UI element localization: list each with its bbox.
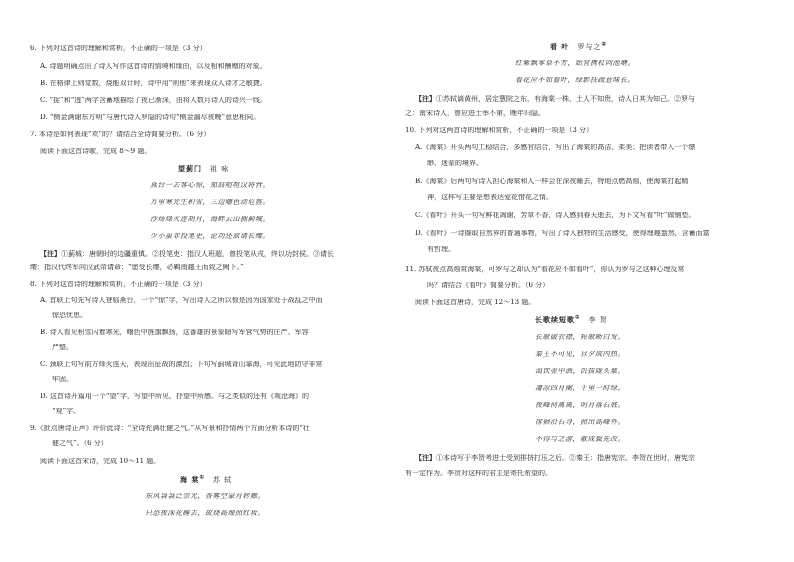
q6-option-a: A. 诗题明确点出了诗人写作这首诗的情境和缘由，以及相和酬赠的对象。 xyxy=(40,63,267,70)
reading-instruction-3: 阅读下面这首唐诗，完成 12～13 题。 xyxy=(415,299,536,306)
poem-4-line: 长歌破衣襟，短歌断白发。 xyxy=(535,334,625,341)
q10-option-b: B.《海棠》后两句写诗人担心海棠和人一样会在深夜睡去，特地点燃高烛，使海棠打起精 xyxy=(415,178,689,185)
poem-4-author: 李 贺 xyxy=(588,316,608,324)
poem-4-line: 渴饮壶中酒，饥拔陇头粟。 xyxy=(535,368,625,375)
q8-option-b: B. 诗人看见积雪闪着寒光，曙色中旌旗飘扬，这番雄的景象暗写军营气势的庄严、军容 xyxy=(40,329,309,336)
poem-4-line: 不得与之游，歌成鬓先改。 xyxy=(535,436,625,443)
q8-option-d-cont: “观”字。 xyxy=(52,408,81,415)
poem-3-title: 看 叶 罗与之② xyxy=(550,41,607,51)
poem-2-author: 苏 轼 xyxy=(212,476,233,484)
q8-option-d: D. 这首诗开篇用一个“望”字，写望中所见，抒望中所感。与之类似的还有《观沧海》的 xyxy=(40,393,309,400)
note-1-text-a: ①蓟城：唐朝时的边疆重镇。②投笔吏：指汉人班超，曾投笔从戎，终以功封侯。③请长 xyxy=(61,250,334,258)
q10-option-d-cont: 有哲理。 xyxy=(427,246,455,253)
poem-2-line: 只恐夜深花睡去，故烧高烛照红妆。 xyxy=(145,510,265,517)
poem-4-title-text: 长歌续短歌 xyxy=(535,315,575,324)
q6-option-c: C. “捉”和“透”两字含蓄地描绘了夜已渐深，由将人数月诗人的诗兴一线。 xyxy=(40,97,267,104)
note-1-tag: 【注】 xyxy=(40,250,61,258)
poem-1-line: 万里寒光生积雪，三边曙色动危旌。 xyxy=(150,199,270,206)
poem-4-line: 秦王不可见，旦夕成内热。 xyxy=(535,351,625,358)
q8-option-c-cont: 牢固。 xyxy=(52,376,73,383)
q8-option-a: A. 首联上句先写诗人登临燕台，一个“惊”字，写出诗人之所以惊是因为国家处于战乱之中而 xyxy=(40,297,323,304)
poem-2-line: 东风袅袅泛崇光，香雾空蒙月转廊。 xyxy=(145,493,265,500)
note-2-line-a xyxy=(415,95,695,103)
q8-option-a-cont: 惊恐忧患。 xyxy=(52,312,87,319)
question-8: 8. 下列对这首诗的理解和赏析，不正确的一项是（3 分） xyxy=(30,281,207,288)
poem-1-author: 祖 咏 xyxy=(210,165,230,173)
poem-1-line: 少小虽非投笔吏，论功还欲请长缨。 xyxy=(150,233,270,240)
note-1-line-a xyxy=(40,250,334,258)
q10-option-d: D.《看叶》一诗撷取自然界的普通事物，写出了诗人独特的生活感受，使得理趣盎然，含蓄而富 xyxy=(415,230,710,237)
poem-3-title-text: 看 叶 xyxy=(550,42,570,51)
poem-3-line: 看花应不如看叶，绿影扶疏意味长。 xyxy=(515,77,635,84)
note-3-text-a: ①本诗写于李贺考进士受到排挤打压之后。②秦王：指唐宪宗。李贺在世时，唐宪宗 xyxy=(436,454,695,462)
poem-4-title: 长歌续短歌① 李 贺 xyxy=(535,314,608,324)
reading-instruction-1: 阅读下面这首诗歌，完成 8～9 题。 xyxy=(40,148,152,155)
q10-option-a: A.《海棠》开头两句工稳结合，多感官结合，写出了海棠的高洁、柔美；把读者带入一个缥 xyxy=(415,144,696,151)
note-2-line-b: 之：南宋诗人，曾应进士举不第，晚年归隐。 xyxy=(405,110,545,117)
poem-4-line: 徘徊沿石寻，照出高峰外。 xyxy=(535,419,625,426)
q6-option-d: D. “侧金满谢东方明”与唐代诗人罗隐的诗句“侧金漏尽夜晚”意思相同。 xyxy=(40,114,261,121)
poem-1-line: 沙场烽火连胡月，海畔云山拥蓟城。 xyxy=(150,216,270,223)
poem-1-title xyxy=(178,165,229,173)
poem-4-line: 凄凉四月阑，千里一时绿。 xyxy=(535,385,625,392)
question-11-cont: 吗？请结合《看叶》简要分析。（6 分） xyxy=(427,282,550,289)
note-3-line-a xyxy=(415,454,695,462)
q10-option-c: C.《看叶》开头一句写鲜花凋谢，芳草不香，诗人感到春天逝去，为下文写看“叶”做铺垫。 xyxy=(415,212,696,219)
poem-2-title-text: 海 棠 xyxy=(180,475,200,484)
poem-2-title: 海 棠① 苏 轼 xyxy=(180,474,233,484)
poem-4-line: 夜峰何离离，明月落石底。 xyxy=(535,402,625,409)
poem-1-title-text: 望蓟门 xyxy=(178,164,202,173)
note-3-line-b: 有一定作为。李贺对这样的君主是寄托希望的。 xyxy=(405,470,552,477)
question-9: 9.《批点唐诗正声》评价此诗：“全诗充满壮健之气。”从写景和抒情两个方面分析本诗的“壮 xyxy=(30,425,310,432)
question-9-cont: 健之气”。（6 分） xyxy=(52,440,108,447)
q8-option-c: C. 颈联上句写前方烽火连天，表现出征战的激烈；下句写蓟城背山靠海，可见此地防守非常 xyxy=(40,361,323,368)
reading-instruction-2: 阅读下面这首宋诗，完成 10～11 题。 xyxy=(40,458,161,465)
question-7: 7. 本诗是如何表现“欢”的？请结合全诗简要分析。（6 分） xyxy=(30,131,211,138)
q6-option-b: B. 在格律上则觉数，烧能双计时，诗中用“则他”来表现众人诗才之敏捷。 xyxy=(40,80,267,87)
note-1-line-b: 缨：指汉代终军向汉武帝请命：“愿受长缨，必羁南越王而致之阙下。” xyxy=(30,264,244,271)
note-2-text-a: ①苏轼谪黄州，居定慧院之东，有海棠一株，土人不知贵，诗人日其为知己。②罗与 xyxy=(436,95,695,103)
q10-option-b-cont: 神，这样写主要是想表达爱花惜花之情。 xyxy=(427,194,553,201)
question-6: 6. 下列对这首诗的理解和赏析，不正确的一项是（3 分） xyxy=(30,45,207,52)
poem-1-line: 燕台一去客心惊，笳鼓喧喧汉将营。 xyxy=(150,182,270,189)
q8-option-b-cont: 严整。 xyxy=(52,344,73,351)
note-2-tag: 【注】 xyxy=(415,95,436,103)
question-11: 11. 苏轼夜点高烛赏海棠，可罗与之却认为“看花应不如看叶”，你认为罗与之这种心理反常 xyxy=(405,266,685,273)
poem-3-author: 罗与之 xyxy=(577,43,602,51)
question-10: 10. 下列对这两首诗的理解和赏析，不正确的一项是（3 分） xyxy=(405,127,594,134)
note-3-tag: 【注】 xyxy=(415,454,436,462)
poem-3-line: 红紫飘零草不芳，始宜携杖向池塘。 xyxy=(515,60,635,67)
q10-option-a-cont: 缈、迷蒙的境界。 xyxy=(427,160,483,167)
